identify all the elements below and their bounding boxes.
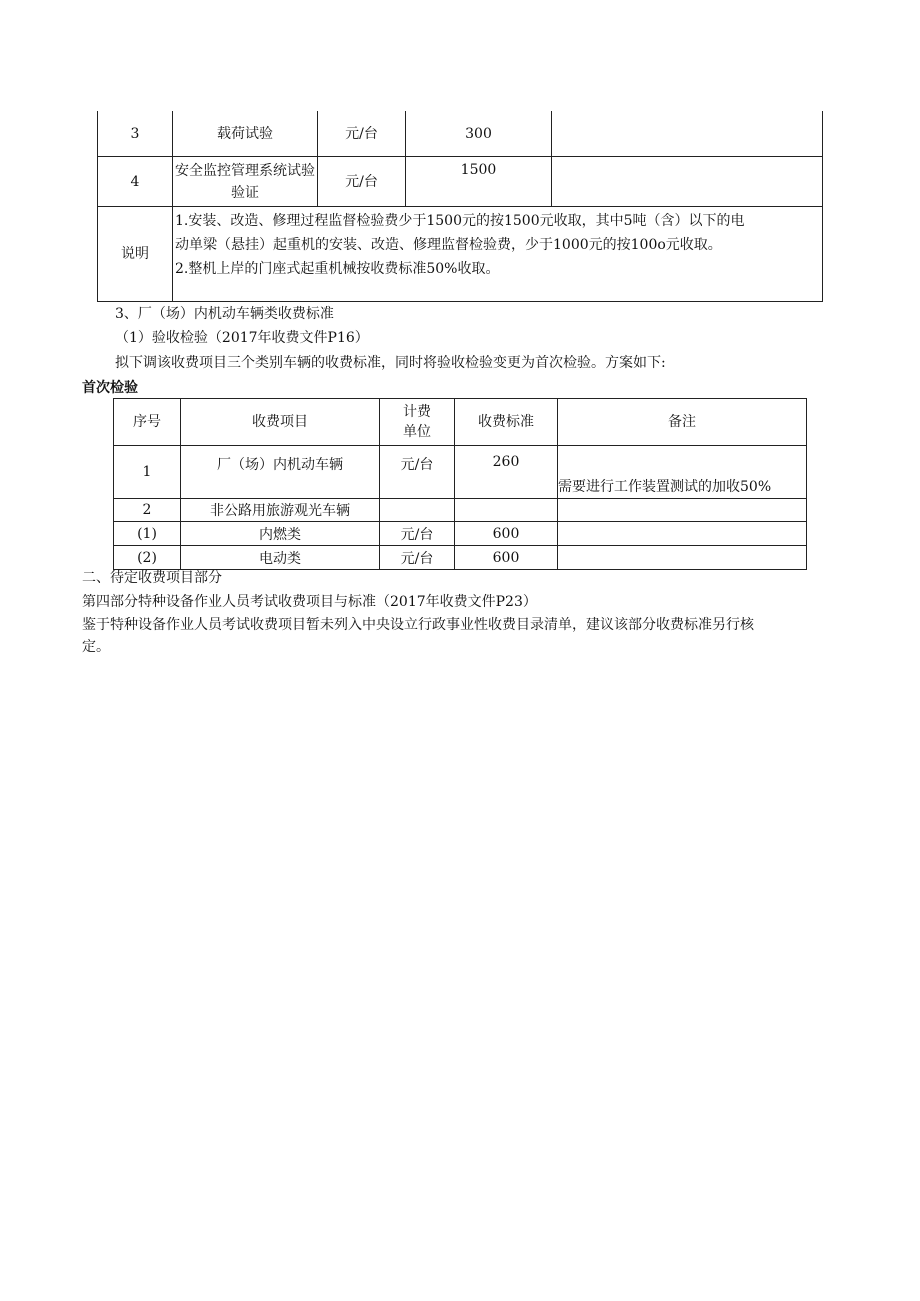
subsection-title: （1）验收检验（2017年收费文件P16） <box>115 330 369 346</box>
note-label: 说明 <box>98 207 173 302</box>
fee-item: 厂（场）内机动车辆 <box>181 446 380 499</box>
header-no: 序号 <box>114 399 181 446</box>
note-line: 动单梁（悬挂）起重机的安装、改造、修理监督检验费，少于1000元的按100o元收取。 <box>175 237 722 253</box>
part-paragraph <box>82 614 842 658</box>
fee-remark: 需要进行工作装置测试的加收50% <box>558 446 807 499</box>
fee-remark <box>558 522 807 546</box>
fee-value: 300 <box>406 111 552 157</box>
section-description: 拟下调该收费项目三个类别车辆的收费标准，同时将验收检验变更为首次检验。方案如下: <box>115 355 666 371</box>
fee-value: 1500 <box>406 157 552 207</box>
fee-unit: 元/台 <box>380 546 455 570</box>
note-text <box>173 207 823 302</box>
fee-remark <box>558 546 807 570</box>
fee-item: 安全监控管理系统试验验证 <box>173 157 318 207</box>
table-row <box>114 546 807 570</box>
fee-item: 电动类 <box>181 546 380 570</box>
header-remark: 备注 <box>558 399 807 446</box>
header-unit <box>380 399 455 446</box>
note-line: 2.整机上岸的门座式起重机械按收费标准50%收取。 <box>175 261 500 277</box>
first-inspection-fee-table <box>113 398 807 570</box>
fee-unit: 元/台 <box>380 522 455 546</box>
fee-value: 260 <box>455 446 558 499</box>
fee-unit: 元/台 <box>380 446 455 499</box>
fee-unit: 元/台 <box>318 157 406 207</box>
part-heading: 二、待定收费项目部分 <box>82 570 222 586</box>
paragraph-line: 定。 <box>82 639 110 655</box>
fee-unit: 元/台 <box>318 111 406 157</box>
fee-remark <box>552 111 823 157</box>
header-standard: 收费标准 <box>455 399 558 446</box>
header-item: 收费项目 <box>181 399 380 446</box>
row-number: 2 <box>114 499 181 522</box>
table-title: 首次检验 <box>82 380 138 396</box>
fee-value <box>455 499 558 522</box>
note-line: 1.安装、改造、修理过程监督检验费少于1500元的按1500元收取，其中5吨（含）以下的电 <box>175 213 745 229</box>
fee-item: 非公路用旅游观光车辆 <box>181 499 380 522</box>
paragraph-line: 鉴于特种设备作业人员考试收费项目暂未列入中央设立行政事业性收费目录清单，建议该部分收费标准另行核 <box>82 617 754 633</box>
section-title: 3、厂（场）内机动车辆类收费标准 <box>115 306 334 322</box>
header-unit-line2: 单位 <box>403 424 431 440</box>
row-number: 3 <box>98 111 173 157</box>
table-row <box>114 499 807 522</box>
table-header-row <box>114 399 807 446</box>
header-unit-line1: 计费 <box>403 404 431 420</box>
note-row <box>98 207 823 302</box>
inspection-fee-table-continued <box>97 111 823 302</box>
fee-remark <box>552 157 823 207</box>
row-number: (1) <box>114 522 181 546</box>
row-number: 4 <box>98 157 173 207</box>
table-row <box>114 446 807 499</box>
fee-value: 600 <box>455 522 558 546</box>
part-line: 第四部分特种设备作业人员考试收费项目与标准（2017年收费文件P23） <box>82 594 537 610</box>
fee-item: 内燃类 <box>181 522 380 546</box>
fee-item: 载荷试验 <box>173 111 318 157</box>
table-row <box>114 522 807 546</box>
table-row <box>98 157 823 207</box>
row-number: 1 <box>114 446 181 499</box>
fee-unit <box>380 499 455 522</box>
fee-remark <box>558 499 807 522</box>
table-row <box>98 111 823 157</box>
row-number: (2) <box>114 546 181 570</box>
fee-value: 600 <box>455 546 558 570</box>
